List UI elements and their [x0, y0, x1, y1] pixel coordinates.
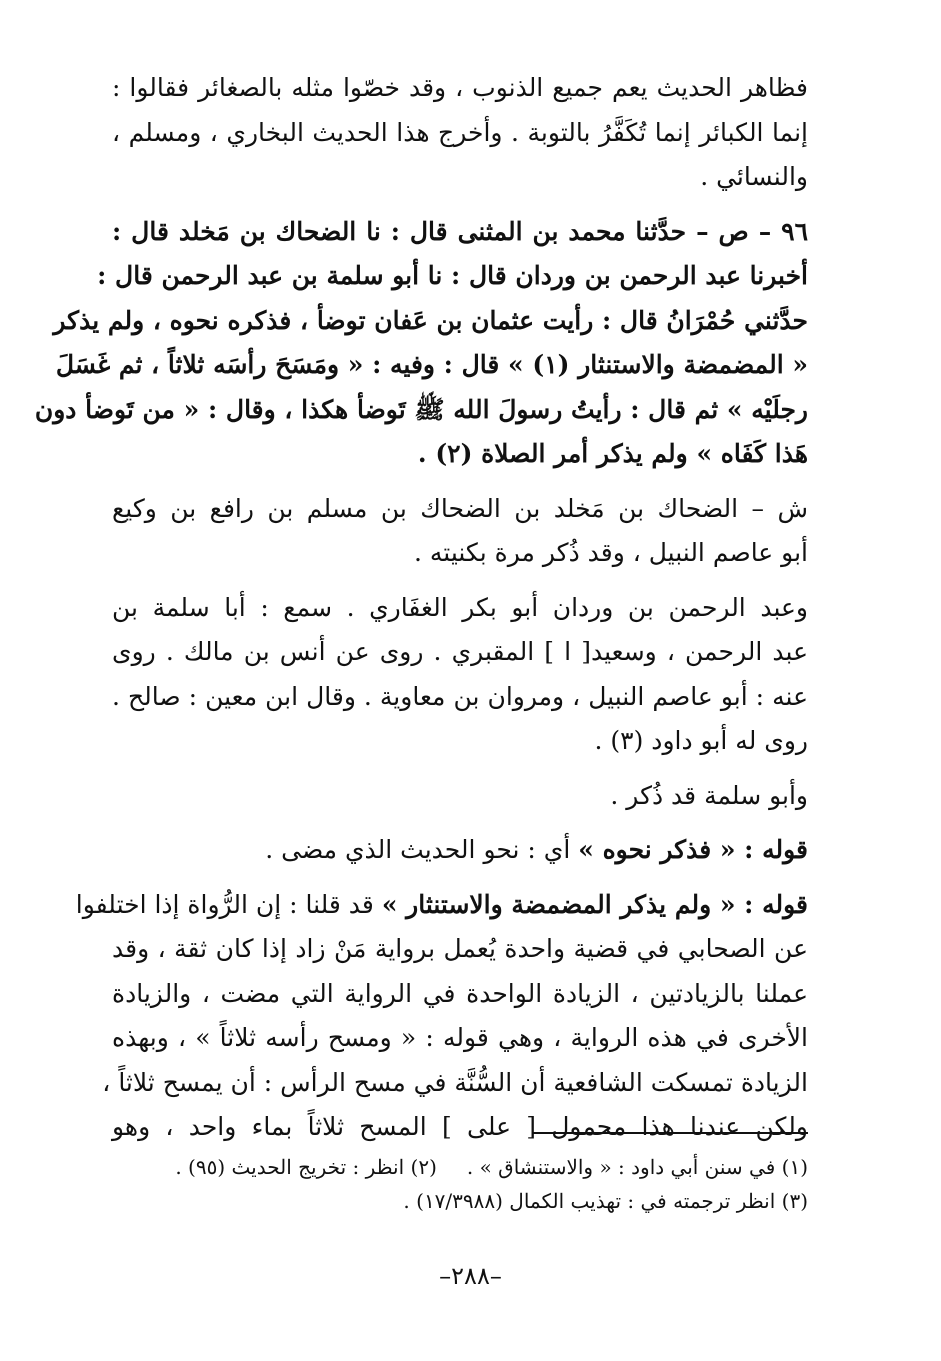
- text-line: وأبو سلمة قد ذُكر .: [610, 780, 808, 810]
- text-line: والنسائي .: [700, 162, 808, 191]
- hadith-96-paragraph: [34, 210, 808, 477]
- text-line: روى له أبو داود (٣) .: [594, 726, 808, 755]
- quoted-phrase: قوله : « ولم يذكر المضمضة والاستنثار »: [381, 889, 808, 919]
- text-line: ش – الضحاك بن مَخلد بن الضحاك بن مسلم بن رافع بن وكيع: [112, 493, 808, 523]
- commentary-dahhak-paragraph: [112, 487, 808, 576]
- footnote-3: (٣) انظر ترجمته في : تهذيب الكمال (١٧/٣٩٨٨) .: [403, 1189, 808, 1213]
- text-line: أخبرنا عبد الرحمن بن وردان قال : نا أبو سلمة بن عبد الرحمن قال :: [97, 261, 808, 290]
- page-number: –٢٨٨–: [439, 1262, 502, 1290]
- text-line: حدَّثني حُمْرَانُ قال : رأيت عثمان بن عَفان توضأ ، فذكره نحوه ، ولم يذكر: [53, 305, 808, 335]
- footnote-divider: [533, 1132, 808, 1134]
- text-line: فظاهر الحديث يعم جميع الذنوب ، وقد خصّوا مثله بالصغائر فقالوا :: [112, 73, 808, 102]
- text-line: « المضمضة والاستنثار (١) » قال : وفيه : « ومَسَحَ رأسَه ثلاثاً ، ثم غَسَلَ: [55, 350, 808, 379]
- text-line: أبو عاصم النبيل ، وقد ذُكر مرة بكنيته .: [414, 538, 808, 567]
- footnotes: [112, 1150, 808, 1218]
- text-line: عبد الرحمن ، وسعيد[ ا ] المقبري . روى عن أنس بن مالك . روى: [112, 637, 808, 666]
- text-line: ولكن عندنا هذا محمول [ على ] المسح ثلاثاً بماء واحد ، وهو: [112, 1112, 808, 1141]
- commentary-fadhakara-paragraph: [112, 828, 808, 873]
- footnote-line: [112, 1150, 808, 1184]
- text-line: عنه : أبو عاصم النبيل ، ومروان بن معاوية . وقال ابن معين : صالح .: [112, 681, 808, 711]
- text-line: هَذا كَفَاه » ولم يذكر أمر الصلاة (٢) .: [417, 439, 808, 468]
- text-line: ٩٦ – ص – حدَّثنا محمد بن المثنى قال : نا الضحاك بن مَخلد قال :: [112, 216, 808, 246]
- text-line: [75, 883, 808, 928]
- commentary-abusalama-paragraph: [112, 774, 808, 819]
- footnote-1: (١) في سنن أبي داود : « والاستنشاق » .: [466, 1155, 808, 1179]
- text-line: وعبد الرحمن بن وردان أبو بكر الغفَاري . سمع : أبا سلمة بن: [112, 592, 808, 622]
- text-line: رجلَيْه » ثم قال : رأيتُ رسولَ الله ﷺ تَوضأ هكذا ، وقال : « من تَوضأ دون: [34, 394, 808, 424]
- commentary-abdulrahman-paragraph: [112, 586, 808, 764]
- text-line: الزيادة تمسكت الشافعية أن السُّنَّة في مسح الرأس : أن يمسح ثلاثاً ،: [102, 1067, 808, 1097]
- explanation-text: قد قلنا : إن الرُّواة إذا اختلفوا: [75, 889, 382, 919]
- main-text: [34, 66, 808, 1160]
- explanation-text: أي : نحو الحديث الذي مضى .: [265, 835, 579, 864]
- text-line: [112, 828, 808, 873]
- paragraph-1: [112, 66, 808, 200]
- text-line: الأخرى في هذه الرواية ، وهي قوله : « ومسح رأسه ثلاثاً » ، وبهذه: [112, 1023, 808, 1052]
- text-line: عملنا بالزيادتين ، الزيادة الواحدة في الرواية التي مضت ، والزيادة: [112, 978, 808, 1008]
- text-line: إنما الكبائر إنما تُكَفَّرُ بالتوبة . وأخرج هذا الحديث البخاري ، ومسلم ،: [112, 117, 808, 147]
- text-line: عن الصحابي في قضية واحدة يُعمل برواية مَنْ زاد إذا كان ثقة ، وقد: [112, 934, 808, 963]
- footnote-2: (٢) انظر : تخريج الحديث (٩٥) .: [175, 1155, 437, 1179]
- commentary-madmada-paragraph: [75, 883, 808, 1150]
- quoted-phrase: قوله : « فذكر نحوه »: [578, 835, 808, 864]
